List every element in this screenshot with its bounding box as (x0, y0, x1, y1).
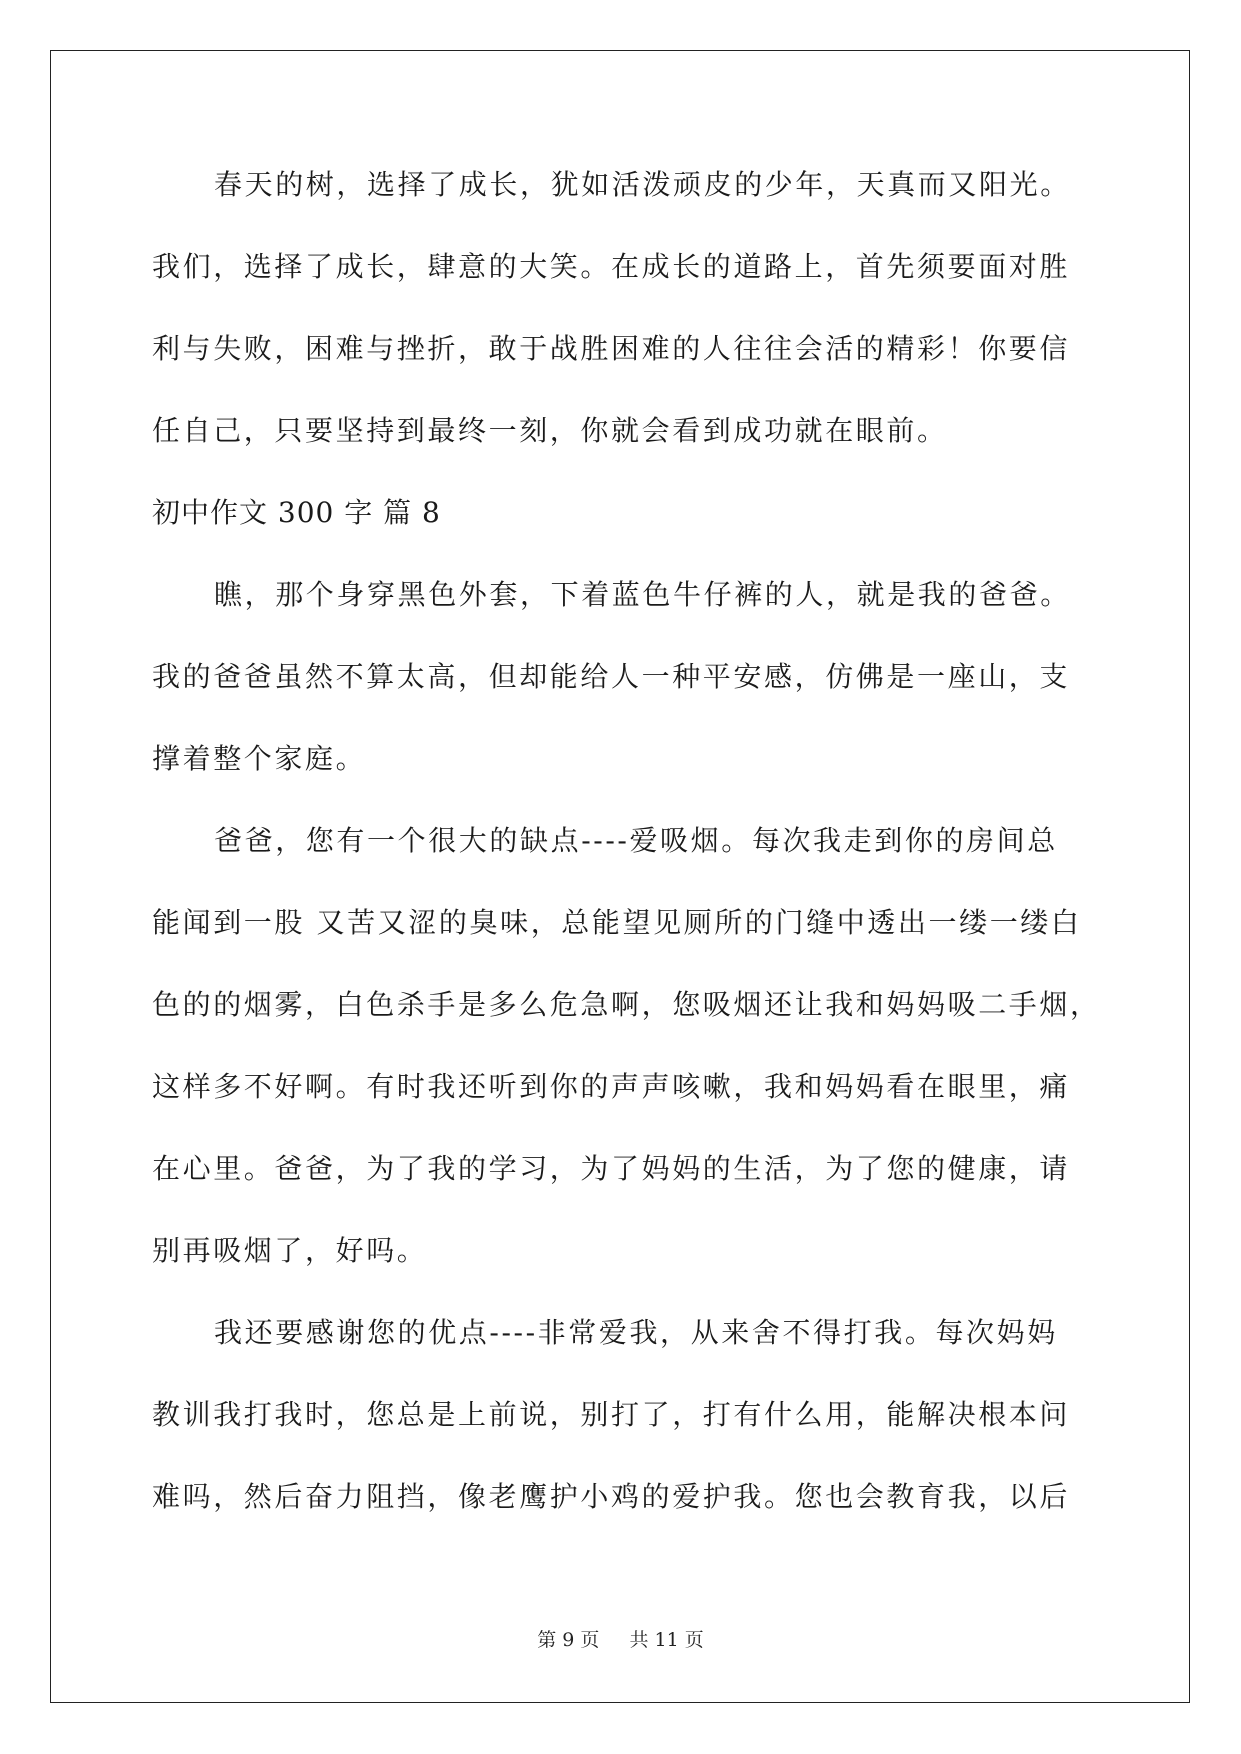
document-body (152, 160, 1101, 1554)
paragraph-line: 爸爸，您有一个很大的缺点----爱吸烟。每次我走到你的房间总 (214, 824, 1058, 857)
paragraph-line: 春天的树，选择了成长，犹如活泼顽皮的少年，天真而又阳光。 (214, 168, 1071, 201)
paragraph-line: 撑着整个家庭。 (152, 742, 367, 775)
paragraph-line: 别再吸烟了，好吗。 (152, 1234, 428, 1267)
page-number: 第 9 页 (537, 1629, 600, 1651)
paragraph-line: 难吗，然后奋力阻挡，像老鹰护小鸡的爱护我。您也会教育我，以后 (152, 1480, 1071, 1513)
paragraph-line: 教训我打我时，您总是上前说，别打了，打有什么用，能解决根本问 (152, 1398, 1071, 1431)
page-total: 共 11 页 (629, 1629, 704, 1651)
paragraph-line: 任自己，只要坚持到最终一刻，你就会看到成功就在眼前。 (152, 414, 948, 447)
paragraph-line: 我的爸爸虽然不算太高，但却能给人一种平安感，仿佛是一座山，支 (152, 660, 1071, 693)
paragraph-line: 利与失败，困难与挫折，敢于战胜困难的人往往会活的精彩！你要信 (152, 332, 1071, 365)
section-heading: 初中作文 300 字 篇 8 (152, 496, 441, 529)
paragraph-line: 在心里。爸爸，为了我的学习，为了妈妈的生活，为了您的健康，请 (152, 1152, 1071, 1185)
paragraph-line: 色的的烟雾，白色杀手是多么危急啊，您吸烟还让我和妈妈吸二手烟， (152, 988, 1101, 1021)
paragraph-line: 能闻到一股 又苦又涩的臭味，总能望见厕所的门缝中透出一缕一缕白 (152, 906, 1082, 939)
paragraph-line: 我还要感谢您的优点----非常爱我，从来舍不得打我。每次妈妈 (214, 1316, 1058, 1349)
paragraph-line: 我们，选择了成长，肆意的大笑。在成长的道路上，首先须要面对胜 (152, 250, 1071, 283)
paragraph-line: 瞧，那个身穿黑色外套，下着蓝色牛仔裤的人，就是我的爸爸。 (214, 578, 1071, 611)
page-footer (0, 1625, 1241, 1652)
paragraph-line: 这样多不好啊。有时我还听到你的声声咳嗽，我和妈妈看在眼里，痛 (152, 1070, 1071, 1103)
